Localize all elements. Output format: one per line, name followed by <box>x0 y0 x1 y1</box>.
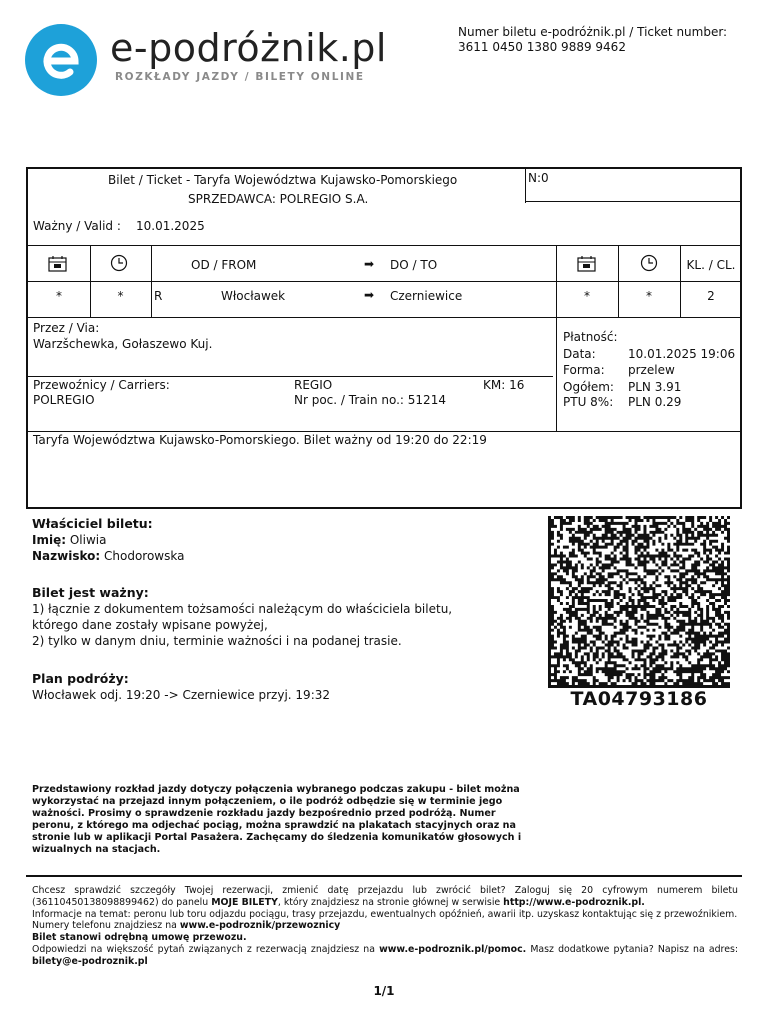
valid-label: Ważny / Valid : <box>33 219 121 233</box>
footer-text: Masz dodatkowe pytania? Napisz na adres: <box>530 943 739 955</box>
route-flag: R <box>154 289 163 303</box>
train-number: Nr poc. / Train no.: 51214 <box>294 393 446 407</box>
clock-icon <box>640 254 658 272</box>
plan-section <box>32 671 330 703</box>
plan-heading: Plan podróży: <box>32 671 129 686</box>
site-link[interactable]: http://www.e-podroznik.pl. <box>503 896 645 908</box>
ticket-code: TA04793186 <box>570 688 708 710</box>
validity-heading: Bilet jest ważny: <box>32 585 149 600</box>
footer-text: Numery telefonu znajdziesz na <box>32 920 177 932</box>
train-type: REGIO <box>294 378 333 392</box>
seller: SPRZEDAWCA: POLREGIO S.A. <box>188 192 369 206</box>
ticket-number-label: Numer biletu e-podróżnik.pl / Ticket number: <box>458 25 728 39</box>
page-number: 1/1 <box>373 984 395 998</box>
my-tickets-label: MOJE BILETY <box>211 896 278 908</box>
footer-divider <box>26 875 742 877</box>
first-name-label: Imię: <box>32 533 67 547</box>
ticket-number-block <box>458 25 727 55</box>
time-cell: * <box>117 289 124 303</box>
ticket-number-value: 3611 0450 1380 9889 9462 <box>458 40 626 54</box>
first-name: Oliwia <box>69 533 107 547</box>
total-value: PLN 3.91 <box>628 380 682 394</box>
e-logo-icon <box>25 24 97 96</box>
payment-form: przelew <box>628 363 675 377</box>
help-link[interactable]: www.e-podroznik.pl/pomoc. <box>379 943 527 955</box>
distance-km: KM: 16 <box>483 378 525 392</box>
to-station: Czerniewice <box>390 289 463 303</box>
brand-name: e-podróżnik.pl <box>110 26 387 70</box>
owner-section <box>32 516 184 564</box>
from-header: OD / FROM <box>191 258 257 272</box>
carriers-label: Przewoźnicy / Carriers: <box>33 378 170 392</box>
disclaimer: Przedstawiony rozkład jazdy dotyczy połączenia wybranego podczas zakupu - bilet można wykorzystać na przejazd innym połączeniem, o ile podróż odbędzie się w terminie jego ważności. Prosimy o sprawdzenie rozkładu jazdy bezpośrednio przed podróżą. Numer peronu, z którego ma odjechać pociąg, można sprawdzić na plakatach stacyjnych oraz na stronie lub w aplikacji Portal Pasażera. Zachęcamy do śledzenia komunikatów głosowych i wizualnych na stacjach. <box>32 784 522 855</box>
via-label: Przez / Via: <box>33 321 100 335</box>
calendar-icon <box>48 255 68 273</box>
aztec-code-icon <box>548 516 730 688</box>
validity-line: 2) tylko w danym dniu, terminie ważności i na podanej trasie. <box>32 634 402 648</box>
ticket-title: Bilet / Ticket - Taryfa Województwa Kujawsko-Pomorskiego <box>108 173 458 187</box>
to-header: DO / TO <box>390 258 438 272</box>
arrow-right-icon: ➡ <box>364 257 375 271</box>
validity-line: którego dane zostały wpisane powyżej, <box>32 618 268 632</box>
last-name-label: Nazwisko: <box>32 549 101 563</box>
email-link[interactable]: bilety@e-podroznik.pl <box>32 955 148 967</box>
tariff-note: Taryfa Województwa Kujawsko-Pomorskiego. Bilet ważny od 19:20 do 22:19 <box>33 433 487 447</box>
payment-date-label: Data: <box>563 347 596 361</box>
brand-tagline: ROZKŁADY JAZDY / BILETY ONLINE <box>115 71 365 83</box>
payment-label: Płatność: <box>563 330 618 344</box>
valid-date: 10.01.2025 <box>136 219 205 233</box>
validity-section <box>32 585 452 649</box>
from-station: Włocławek <box>221 289 286 303</box>
total-label: Ogółem: <box>563 380 614 394</box>
last-name: Chodorowska <box>104 549 185 563</box>
arrow-right-icon: ➡ <box>364 288 375 302</box>
footer-text: Odpowiedzi na większość pytań związanych z rezerwacją znajdziesz na <box>32 943 375 955</box>
carriers-value: POLREGIO <box>33 393 95 407</box>
n-counter: N:0 <box>528 171 549 185</box>
calendar-icon <box>577 255 597 273</box>
date-cell: * <box>56 289 62 303</box>
time-cell: * <box>646 289 652 303</box>
payment-form-label: Forma: <box>563 363 605 377</box>
validity-line: 1) łącznie z dokumentem tożsamości należącym do właściciela biletu, <box>32 602 453 616</box>
plan-line: Włocławek odj. 19:20 -> Czerniewice przyj. 19:32 <box>32 688 331 702</box>
footer-contract: Bilet stanowi odrębną umowę przewozu. <box>32 932 247 944</box>
footer <box>32 885 738 968</box>
ticket-table <box>26 167 742 509</box>
class-value: 2 <box>707 289 715 303</box>
carriers-link[interactable]: www.e-podroznik/przewoznicy <box>179 920 341 932</box>
vat-label: PTU 8%: <box>563 395 614 409</box>
footer-text: Informacje na temat: peronu lub toru odjazdu pociągu, trasy przejazdu, ewentualnych opóźnień, awarii itp. uzyskasz kontaktując się z przewoźnikiem. <box>32 908 738 920</box>
owner-heading: Właściciel biletu: <box>32 516 153 531</box>
vat-value: PLN 0.29 <box>628 395 682 409</box>
class-header: KL. / CL. <box>686 258 736 272</box>
payment-date: 10.01.2025 19:06 <box>628 347 736 361</box>
footer-text: , który znajdziesz na stronie głównej w serwisie <box>277 896 501 908</box>
footer-text: Chcesz sprawdzić szczegóły Twojej rezerwacji, zmienić datę przejazdu lub zwrócić bilet? Zaloguj się 20 cyfrowym numerem biletu (36110450138098899462) do panelu <box>32 885 738 908</box>
via-value: Warzšchewka, Gołaszewo Kuj. <box>33 337 213 351</box>
date-cell: * <box>584 289 590 303</box>
clock-icon <box>110 254 128 272</box>
